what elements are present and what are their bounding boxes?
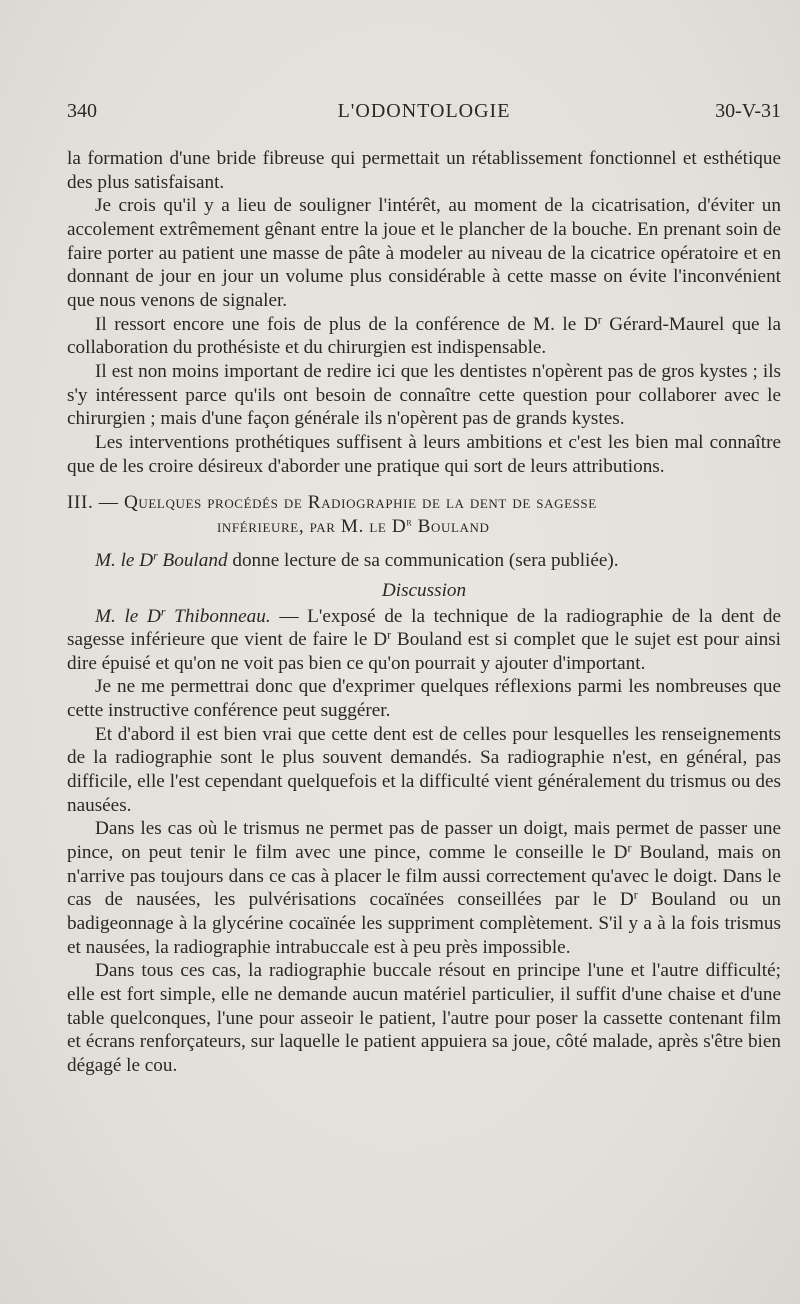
paragraph-collaboration: Il ressort encore une fois de plus de la conférence de M. le $D^r$ Gérard-Maurel que la collaboration du prothésiste et du chirurgien est indispensable. <box>67 312 781 359</box>
paragraph-cicatrisation: Je crois qu'il y a lieu de souligner l'intérêt, au moment de la cicatrisation, d'éviter un accolement extrêmement gênant entre la joue et le plancher de la bouche. En prenant soin de faire porter au patient une masse de pâte à modeler au niveau de la cicatrice opératoire et en donnant de jour en jour un volume plus considérable à cette masse on évite l'inconvénient que nous venons de signaler. <box>67 195 781 311</box>
section-heading <box>67 491 781 539</box>
paragraph-interventions: Les interventions prothétiques suffisent à leurs ambitions et c'est les bien mal connaître que de les croire désireux d'aborder une pratique qui sort de leurs attributions. <box>67 431 781 477</box>
paragraph-communication: M. le $D^r$ Bouland donne lecture de sa communication (sera publiée). <box>95 548 619 572</box>
speaker-name: M. le $D^r$ Thibonneau. <box>95 603 271 627</box>
speaker-name: M. le $D^r$ Bouland <box>95 548 228 572</box>
paragraph-reflexions: Je ne me permettrai donc que d'exprimer quelques réflexions parmi les nombreuses que cette instructive conférence peut suggérer. <box>67 676 781 722</box>
section-heading-line1: III. — Quelques procédés de Radiographie de la dent de sagesse <box>67 492 597 514</box>
issue-date: 30-V-31 <box>715 100 781 122</box>
page-number: 340 <box>67 100 97 122</box>
paragraph-trismus: Dans les cas où le trismus ne permet pas de passer un doigt, mais permet de passer une pince, on peut tenir le film avec une pince, comme le conseille le $D^r$ Bouland, mais on n'arrive pas toujours dans ce cas à placer le film aussi correctement qu'avec le doigt. Dans le cas de nausées, les pulvérisations cocaïnées conseillées par le $D^r$ Bouland ou un badigeonnage à la glycérine cocaïnée les suppriment complètement. S'il y a à la fois trismus et nausées, la radiographie intrabuccale est à peu près impossible. <box>67 818 781 958</box>
paragraph-kystes: Il est non moins important de redire ici que les dentistes n'opèrent pas de gros kystes ; ils s'y intéressent parce qu'ils ont besoin de connaître cette question pour collaborer avec le chirurgien ; mais d'une façon générale ils n'opèrent pas de grands kystes. <box>67 360 781 430</box>
body-text <box>67 147 781 1078</box>
section-heading-line2: inférieure, par M. le $D^r$ Bouland <box>217 514 490 538</box>
paragraph-continuation: la formation d'une bride fibreuse qui permettait un rétablissement fonctionnel et esthétique des plus satisfaisant. <box>67 148 781 193</box>
paragraph-thibonneau: M. le $D^r$ Thibonneau. — L'exposé de la technique de la radiographie de la dent de sagesse inférieure que vient de faire le $D^r$ Bouland est si complet que le sujet est pour ainsi dire épuisé et qu'on ne voit pas bien ce qu'on pourrait y ajouter d'important. <box>67 603 782 674</box>
journal-title: L'ODONTOLOGIE <box>337 100 511 122</box>
paragraph-renseignements: Et d'abord il est bien vrai que cette dent est de celles pour lesquelles les renseignements de la radiographie sont le plus souvent demandés. Sa radiographie n'est, en général, pas difficile, elle l'est cependant quelquefois et la difficulté vient généralement du trismus ou des nausées. <box>67 723 781 816</box>
running-header <box>67 100 781 130</box>
paragraph-radiographie-buccale: Dans tous ces cas, la radiographie buccale résout en principe l'une et l'autre difficulté; elle est fort simple, elle ne demande aucun matériel particulier, il suffit d'une chaise et d'une table quelconques, l'une pour asseoir le patient, l'autre pour poser la cassette contenant film et écrans renforçateurs, sur laquelle le patient appuiera sa joue, côté malade, après s'être bien dégagé le cou. <box>67 960 781 1076</box>
discussion-title: Discussion <box>381 579 467 601</box>
